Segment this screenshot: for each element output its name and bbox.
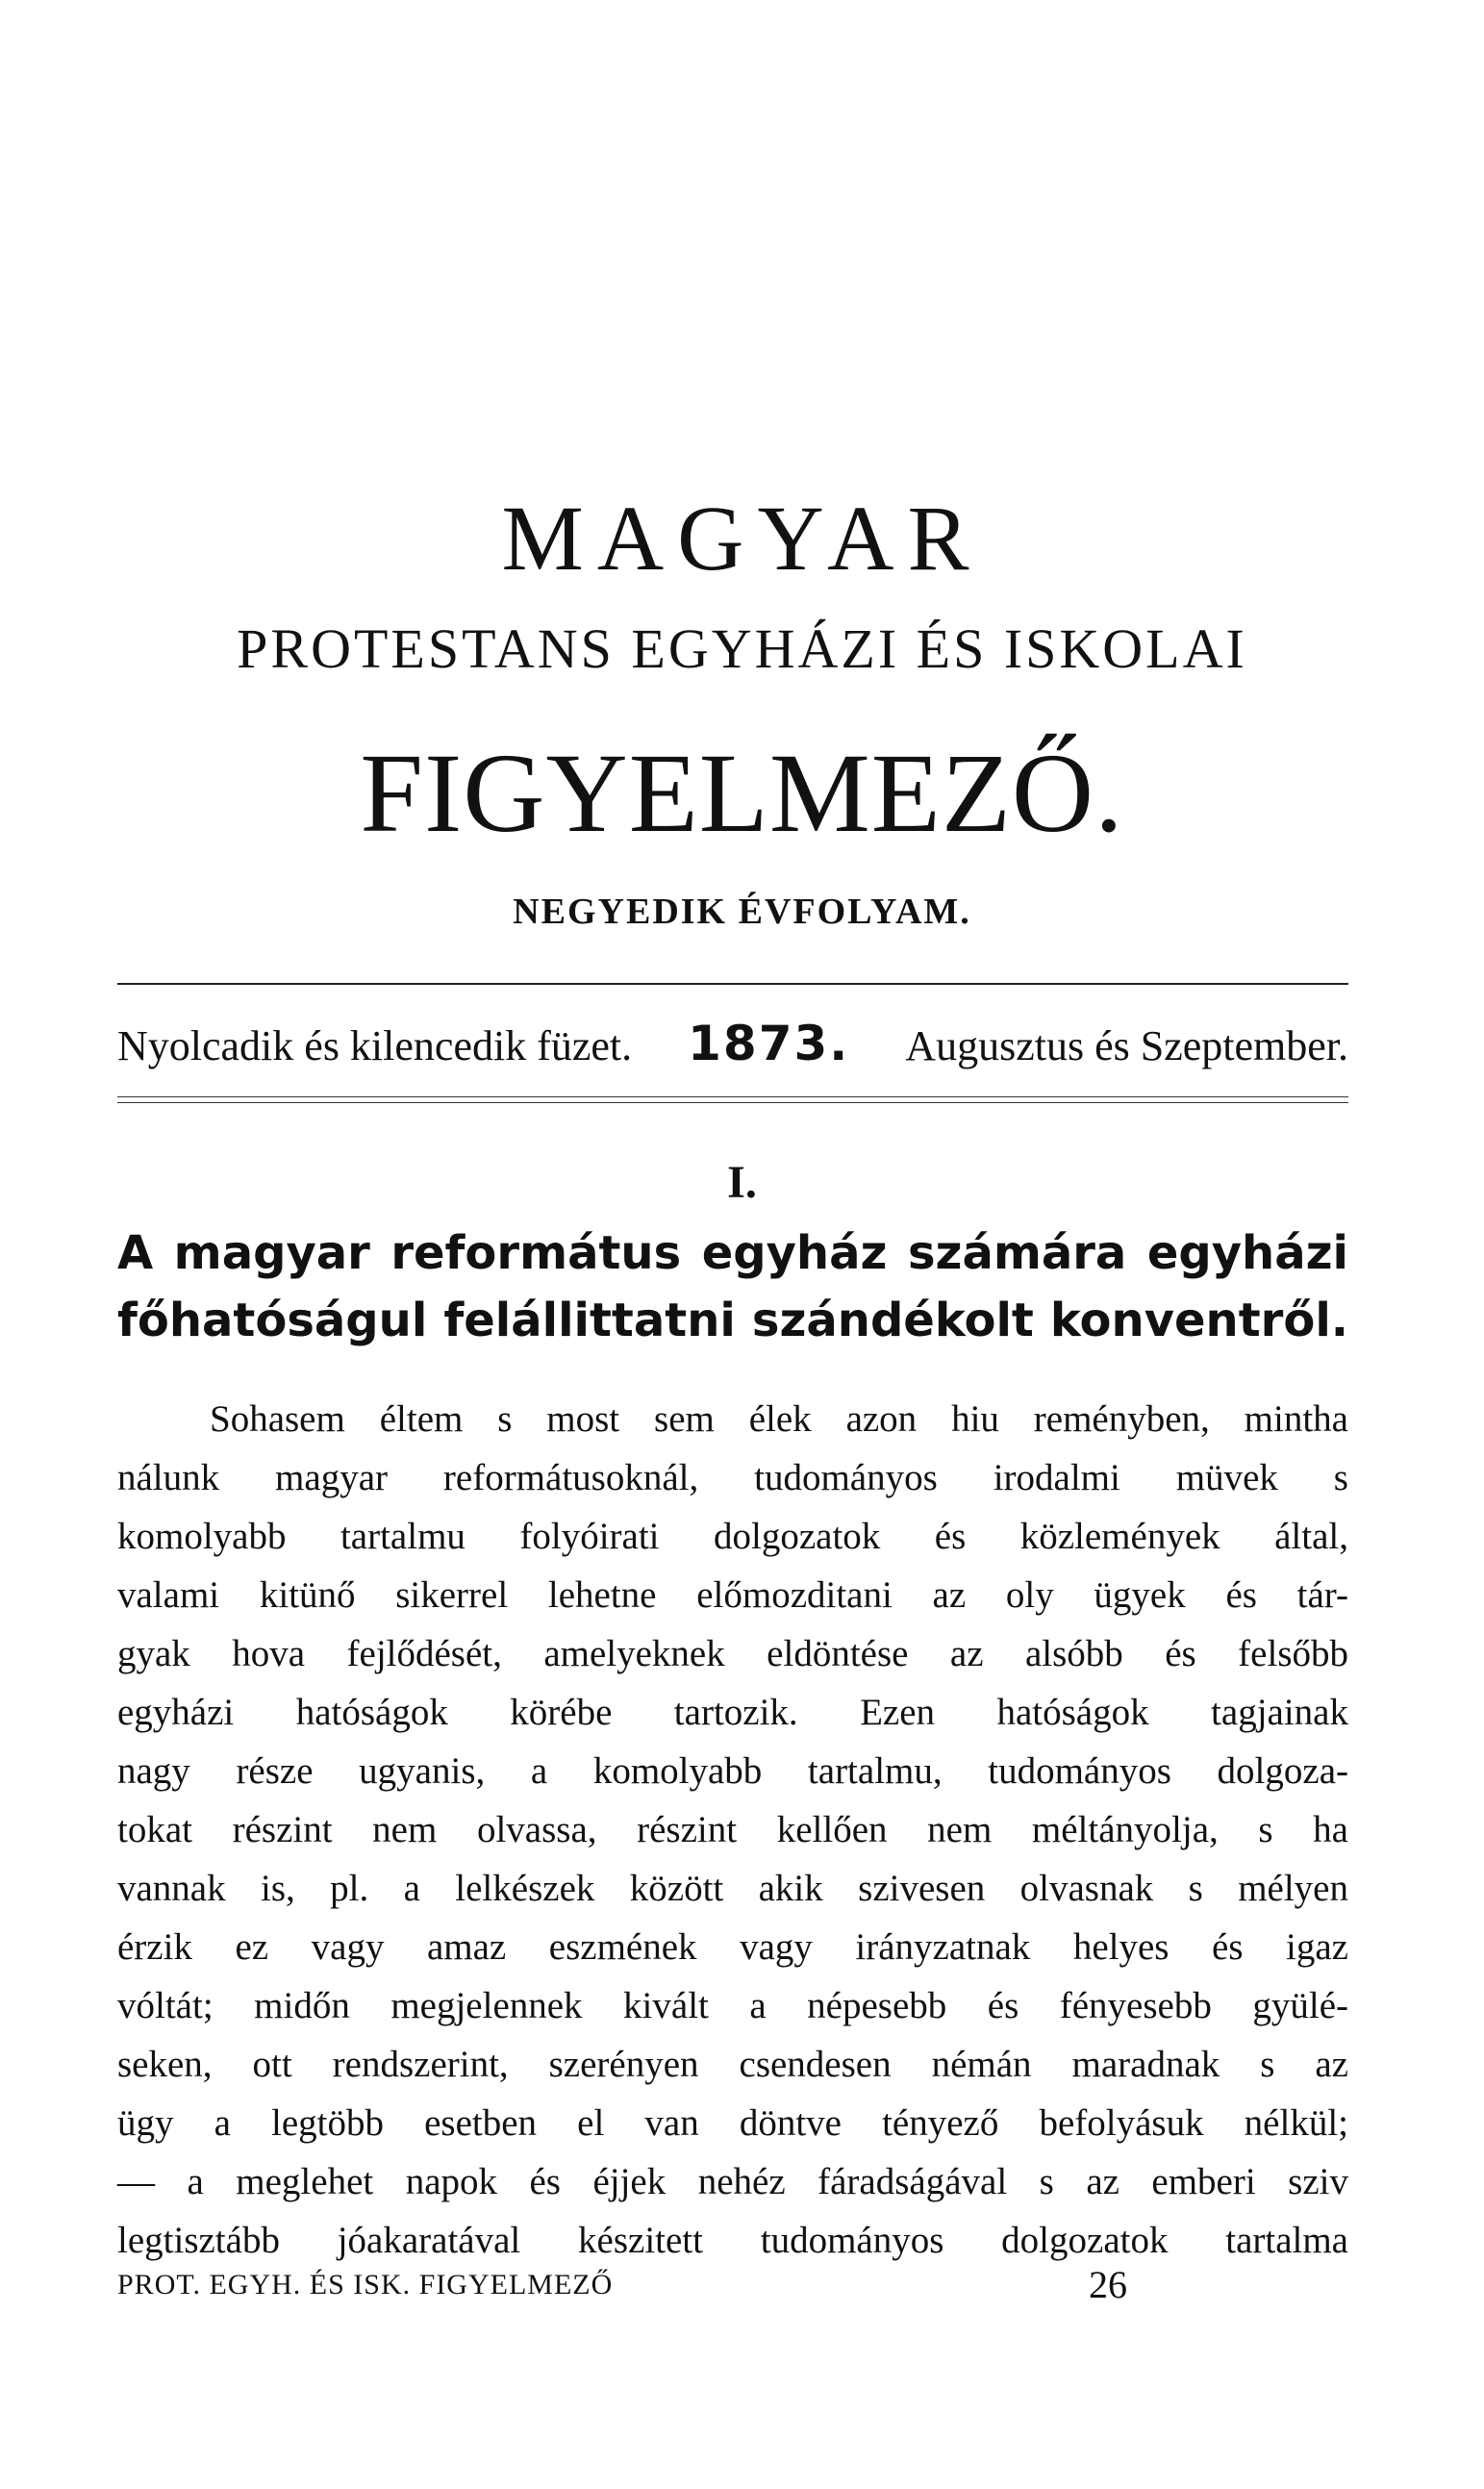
double-rule-upper <box>117 1096 1348 1097</box>
body-line: vóltát; midőn megjelennek kivált a népesebb és fényesebb gyülé- <box>117 1985 1348 2026</box>
body-line: legtisztább jóakaratával készitett tudományos dolgozatok tartalma <box>117 2220 1348 2261</box>
body-line: komolyabb tartalmu folyóirati dolgozatok és közlemények által, <box>117 1516 1348 1557</box>
body-line: Sohasem éltem s most sem élek azon hiu reményben, mintha <box>210 1398 1348 1440</box>
page-footer <box>117 2256 1348 2314</box>
top-rule <box>117 983 1348 985</box>
body-line: nálunk magyar reformátusoknál, tudományos irodalmi müvek s <box>117 1457 1348 1498</box>
double-rule-lower <box>117 1102 1348 1103</box>
body-line: valami kitünő sikerrel lehetne előmozditani az oly ügyek és tár- <box>117 1574 1348 1616</box>
title-magyar: MAGYAR <box>501 487 983 590</box>
body-line: tokat részint nem olvassa, részint kellően nem méltányolja, s ha <box>117 1809 1348 1850</box>
body-line: ügy a legtöbb esetben el van döntve tényező befolyásuk nélkül; <box>117 2102 1348 2144</box>
body-text <box>117 1390 1348 2270</box>
signature-number: 26 <box>1089 2263 1127 2306</box>
running-title: PROT. EGYH. ÉS ISK. FIGYELMEZŐ <box>117 2269 614 2300</box>
volume-label: NEGYEDIK ÉVFOLYAM. <box>513 892 971 932</box>
body-line: nagy része ugyanis, a komolyabb tartalmu, tudományos dolgoza- <box>117 1750 1348 1792</box>
heading-line: főhatóságul felállittatni szándékolt konventről. <box>117 1294 1348 1347</box>
body-line: érzik ez vagy amaz eszmének vagy irányzatnak helyes és igaz <box>117 1926 1348 1968</box>
title-protestans: PROTESTANS EGYHÁZI ÉS ISKOLAI <box>237 617 1247 680</box>
body-line: egyházi hatóságok körébe tartozik. Ezen hatóságok tagjainak <box>117 1692 1348 1733</box>
section-heading <box>117 1219 1348 1354</box>
issue-year: 1873. <box>688 1016 850 1071</box>
issue-line <box>117 1010 1348 1077</box>
title-figyelmezo: FIGYELMEZŐ. <box>360 730 1124 856</box>
section-number: I. <box>727 1157 757 1208</box>
body-line: vannak is, pl. a lelkészek között akik szivesen olvasnak s mélyen <box>117 1868 1348 1909</box>
body-line: seken, ott rendszerint, szerényen csendesen némán maradnak s az <box>117 2044 1348 2085</box>
heading-line: A magyar református egyház számára egyházi <box>117 1226 1348 1280</box>
issue-number: Nyolcadik és kilencedik füzet. <box>117 1022 633 1069</box>
body-line: — a meglehet napok és éjjek nehéz fáradságával s az emberi sziv <box>117 2161 1348 2202</box>
body-line: gyak hova fejlődését, amelyeknek eldöntése az alsóbb és felsőbb <box>117 1633 1348 1674</box>
issue-months: Augusztus és Szeptember. <box>905 1022 1348 1069</box>
